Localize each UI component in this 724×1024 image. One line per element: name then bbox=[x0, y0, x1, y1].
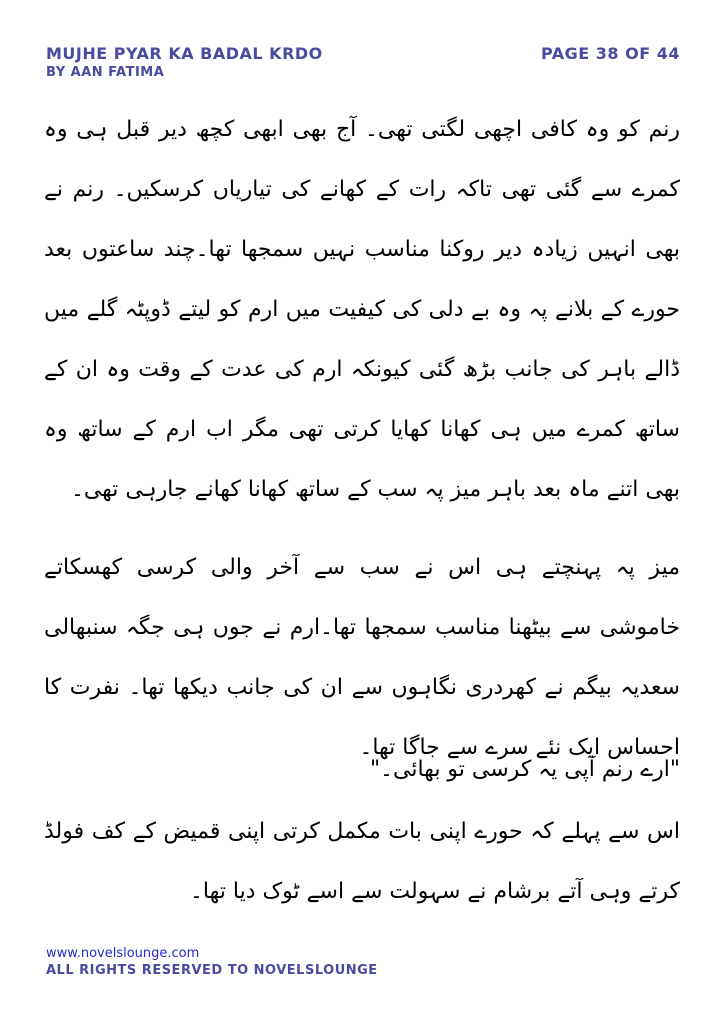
dialogue-line: "ارے رنم آپی یہ کرسی تو بھائی۔" bbox=[370, 757, 680, 782]
copyright-notice: ALL RIGHTS RESERVED TO NOVELSLOUNGE bbox=[46, 963, 378, 978]
novel-title: MUJHE PYAR KA BADAL KRDO bbox=[46, 44, 323, 63]
paragraph: رنم کو وہ کافی اچھی لگتی تھی۔ آج بھی ابھی کچھ دیر قبل ہی وہ کمرے سے گئی تھی تاکہ رات کے کھانے کی تیاریاں کرسکیں۔ رنم نے بھی انہیں زیادہ دیر روکنا مناسب نہیں سمجھا تھا۔چند ساعتوں بعد حورے کے بلانے پہ وہ بے دلی کی کیفیت میں ارم کو لیتے ڈوپٹہ گلے میں ڈالے باہر کی جانب بڑھ گئی کیونکہ ارم کی عدت کے وقت وہ ان کے ساتھ کمرے میں ہی کھانا کھایا کرتی تھی مگر اب ارم کے ساتھ وہ بھی اتنے ماہ بعد باہر میز پہ سب کے ساتھ کھانا کھانے جارہی تھی۔ bbox=[44, 117, 680, 502]
paragraph: اس سے پہلے کہ حورے اپنی بات مکمل کرتی اپنی قمیض کے کف فولڈ کرتے وہی آتے برشام نے سہولت سے اسے ٹوک دیا تھا۔ bbox=[44, 819, 680, 904]
website-link[interactable]: www.novelslounge.com bbox=[46, 946, 200, 961]
author-byline: BY AAN FATIMA bbox=[46, 65, 165, 80]
novel-body bbox=[44, 100, 680, 922]
page-indicator: PAGE 38 OF 44 bbox=[541, 44, 680, 63]
paragraph: میز پہ پہنچتے ہی اس نے سب سے آخر والی کرسی کھسکاتے خاموشی سے بیٹھنا مناسب سمجھا تھا۔ارم نے جوں ہی جگہ سنبھالی سعدیہ بیگم نے کھردری نگاہوں سے ان کی جانب دیکھا تھا۔ نفرت کا احساس ایک نئے سرے سے جاگا تھا۔ bbox=[44, 555, 680, 760]
